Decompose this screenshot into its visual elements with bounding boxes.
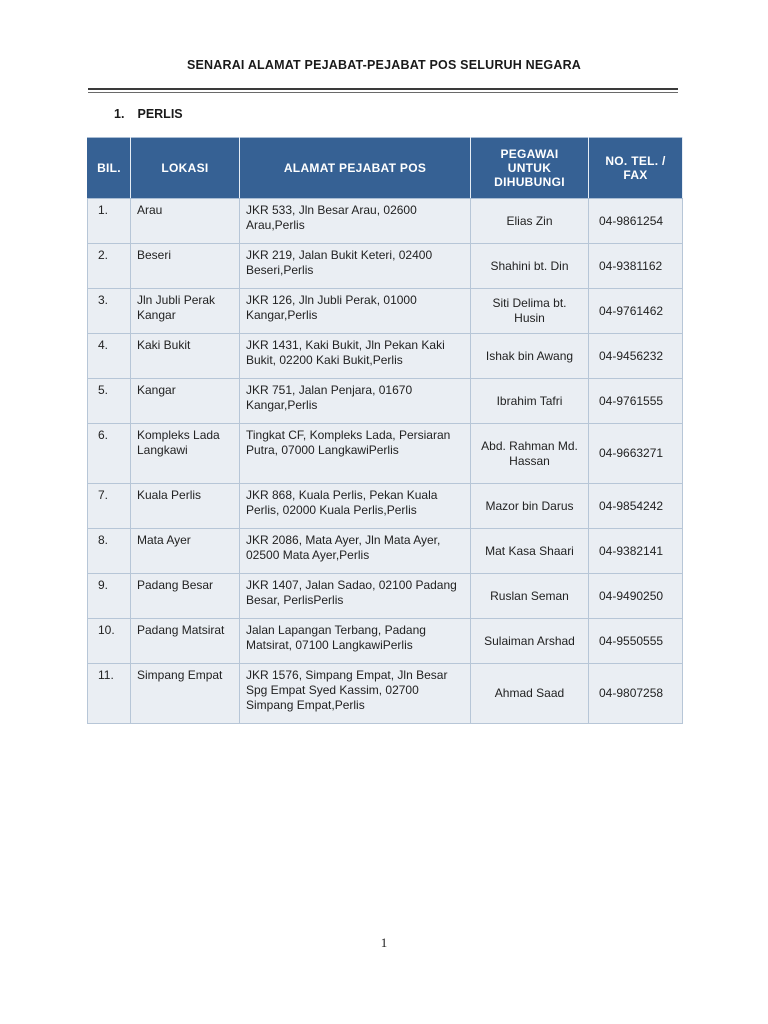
- cell-tel: 04-9761462: [589, 289, 683, 334]
- cell-alamat: JKR 219, Jalan Bukit Keteri, 02400 Beseri,Perlis: [240, 244, 471, 289]
- cell-tel: 04-9382141: [589, 529, 683, 574]
- cell-lokasi: Kuala Perlis: [131, 484, 240, 529]
- section-name: PERLIS: [137, 107, 183, 121]
- cell-alamat: JKR 1431, Kaki Bukit, Jln Pekan Kaki Bukit, 02200 Kaki Bukit,Perlis: [240, 334, 471, 379]
- cell-alamat: JKR 533, Jln Besar Arau, 02600 Arau,Perlis: [240, 199, 471, 244]
- cell-lokasi: Beseri: [131, 244, 240, 289]
- cell-pegawai: Shahini bt. Din: [471, 244, 589, 289]
- cell-bil: 8.: [88, 529, 131, 574]
- cell-alamat: Tingkat CF, Kompleks Lada, Persiaran Putra, 07000 LangkawiPerlis: [240, 424, 471, 484]
- cell-lokasi: Jln Jubli Perak Kangar: [131, 289, 240, 334]
- post-office-table-container: [87, 137, 682, 724]
- table-row: [88, 529, 683, 574]
- cell-bil: 11.: [88, 664, 131, 724]
- table-row: [88, 334, 683, 379]
- cell-lokasi: Padang Besar: [131, 574, 240, 619]
- cell-pegawai: Abd. Rahman Md. Hassan: [471, 424, 589, 484]
- cell-bil: 5.: [88, 379, 131, 424]
- cell-pegawai: Elias Zin: [471, 199, 589, 244]
- cell-tel: 04-9490250: [589, 574, 683, 619]
- table-row: [88, 379, 683, 424]
- cell-tel: 04-9663271: [589, 424, 683, 484]
- cell-alamat: Jalan Lapangan Terbang, Padang Matsirat, 07100 LangkawiPerlis: [240, 619, 471, 664]
- cell-lokasi: Kompleks Lada Langkawi: [131, 424, 240, 484]
- cell-tel: 04-9761555: [589, 379, 683, 424]
- cell-tel: 04-9854242: [589, 484, 683, 529]
- cell-lokasi: Padang Matsirat: [131, 619, 240, 664]
- document-title: SENARAI ALAMAT PEJABAT-PEJABAT POS SELURUH NEGARA: [186, 58, 582, 72]
- header-lokasi: LOKASI: [131, 138, 240, 199]
- cell-pegawai: Siti Delima bt. Husin: [471, 289, 589, 334]
- table-header-row: [88, 138, 683, 199]
- cell-bil: 6.: [88, 424, 131, 484]
- cell-tel: 04-9381162: [589, 244, 683, 289]
- cell-bil: 3.: [88, 289, 131, 334]
- cell-tel: 04-9861254: [589, 199, 683, 244]
- cell-alamat: JKR 868, Kuala Perlis, Pekan Kuala Perlis, 02000 Kuala Perlis,Perlis: [240, 484, 471, 529]
- section-heading: [114, 107, 183, 121]
- cell-alamat: JKR 1576, Simpang Empat, Jln Besar Spg Empat Syed Kassim, 02700 Simpang Empat,Perlis: [240, 664, 471, 724]
- cell-pegawai: Ibrahim Tafri: [471, 379, 589, 424]
- cell-pegawai: Mat Kasa Shaari: [471, 529, 589, 574]
- cell-bil: 2.: [88, 244, 131, 289]
- cell-bil: 7.: [88, 484, 131, 529]
- table-row: [88, 289, 683, 334]
- cell-pegawai: Ahmad Saad: [471, 664, 589, 724]
- cell-pegawai: Mazor bin Darus: [471, 484, 589, 529]
- cell-alamat: JKR 2086, Mata Ayer, Jln Mata Ayer, 02500 Mata Ayer,Perlis: [240, 529, 471, 574]
- cell-alamat: JKR 1407, Jalan Sadao, 02100 Padang Besar, PerlisPerlis: [240, 574, 471, 619]
- table-row: [88, 574, 683, 619]
- header-alamat: ALAMAT PEJABAT POS: [240, 138, 471, 199]
- table-row: [88, 664, 683, 724]
- cell-lokasi: Simpang Empat: [131, 664, 240, 724]
- cell-pegawai: Ruslan Seman: [471, 574, 589, 619]
- cell-pegawai: Ishak bin Awang: [471, 334, 589, 379]
- header-pegawai: PEGAWAI UNTUK DIHUBUNGI: [471, 138, 589, 199]
- table-row: [88, 244, 683, 289]
- cell-bil: 10.: [88, 619, 131, 664]
- cell-alamat: JKR 751, Jalan Penjara, 01670 Kangar,Perlis: [240, 379, 471, 424]
- cell-bil: 4.: [88, 334, 131, 379]
- cell-lokasi: Kaki Bukit: [131, 334, 240, 379]
- header-bil: BIL.: [88, 138, 131, 199]
- cell-tel: 04-9807258: [589, 664, 683, 724]
- title-divider: [88, 88, 678, 90]
- table-row: [88, 619, 683, 664]
- title-divider-thin: [88, 92, 678, 93]
- cell-lokasi: Kangar: [131, 379, 240, 424]
- cell-alamat: JKR 126, Jln Jubli Perak, 01000 Kangar,Perlis: [240, 289, 471, 334]
- table-row: [88, 484, 683, 529]
- section-number: 1.: [114, 107, 125, 121]
- table-row: [88, 424, 683, 484]
- table-row: [88, 199, 683, 244]
- cell-pegawai: Sulaiman Arshad: [471, 619, 589, 664]
- page-number: 1: [380, 935, 388, 950]
- cell-lokasi: Mata Ayer: [131, 529, 240, 574]
- cell-tel: 04-9456232: [589, 334, 683, 379]
- cell-lokasi: Arau: [131, 199, 240, 244]
- cell-bil: 9.: [88, 574, 131, 619]
- cell-bil: 1.: [88, 199, 131, 244]
- header-tel: NO. TEL. / FAX: [589, 138, 683, 199]
- post-office-table: [87, 137, 683, 724]
- cell-tel: 04-9550555: [589, 619, 683, 664]
